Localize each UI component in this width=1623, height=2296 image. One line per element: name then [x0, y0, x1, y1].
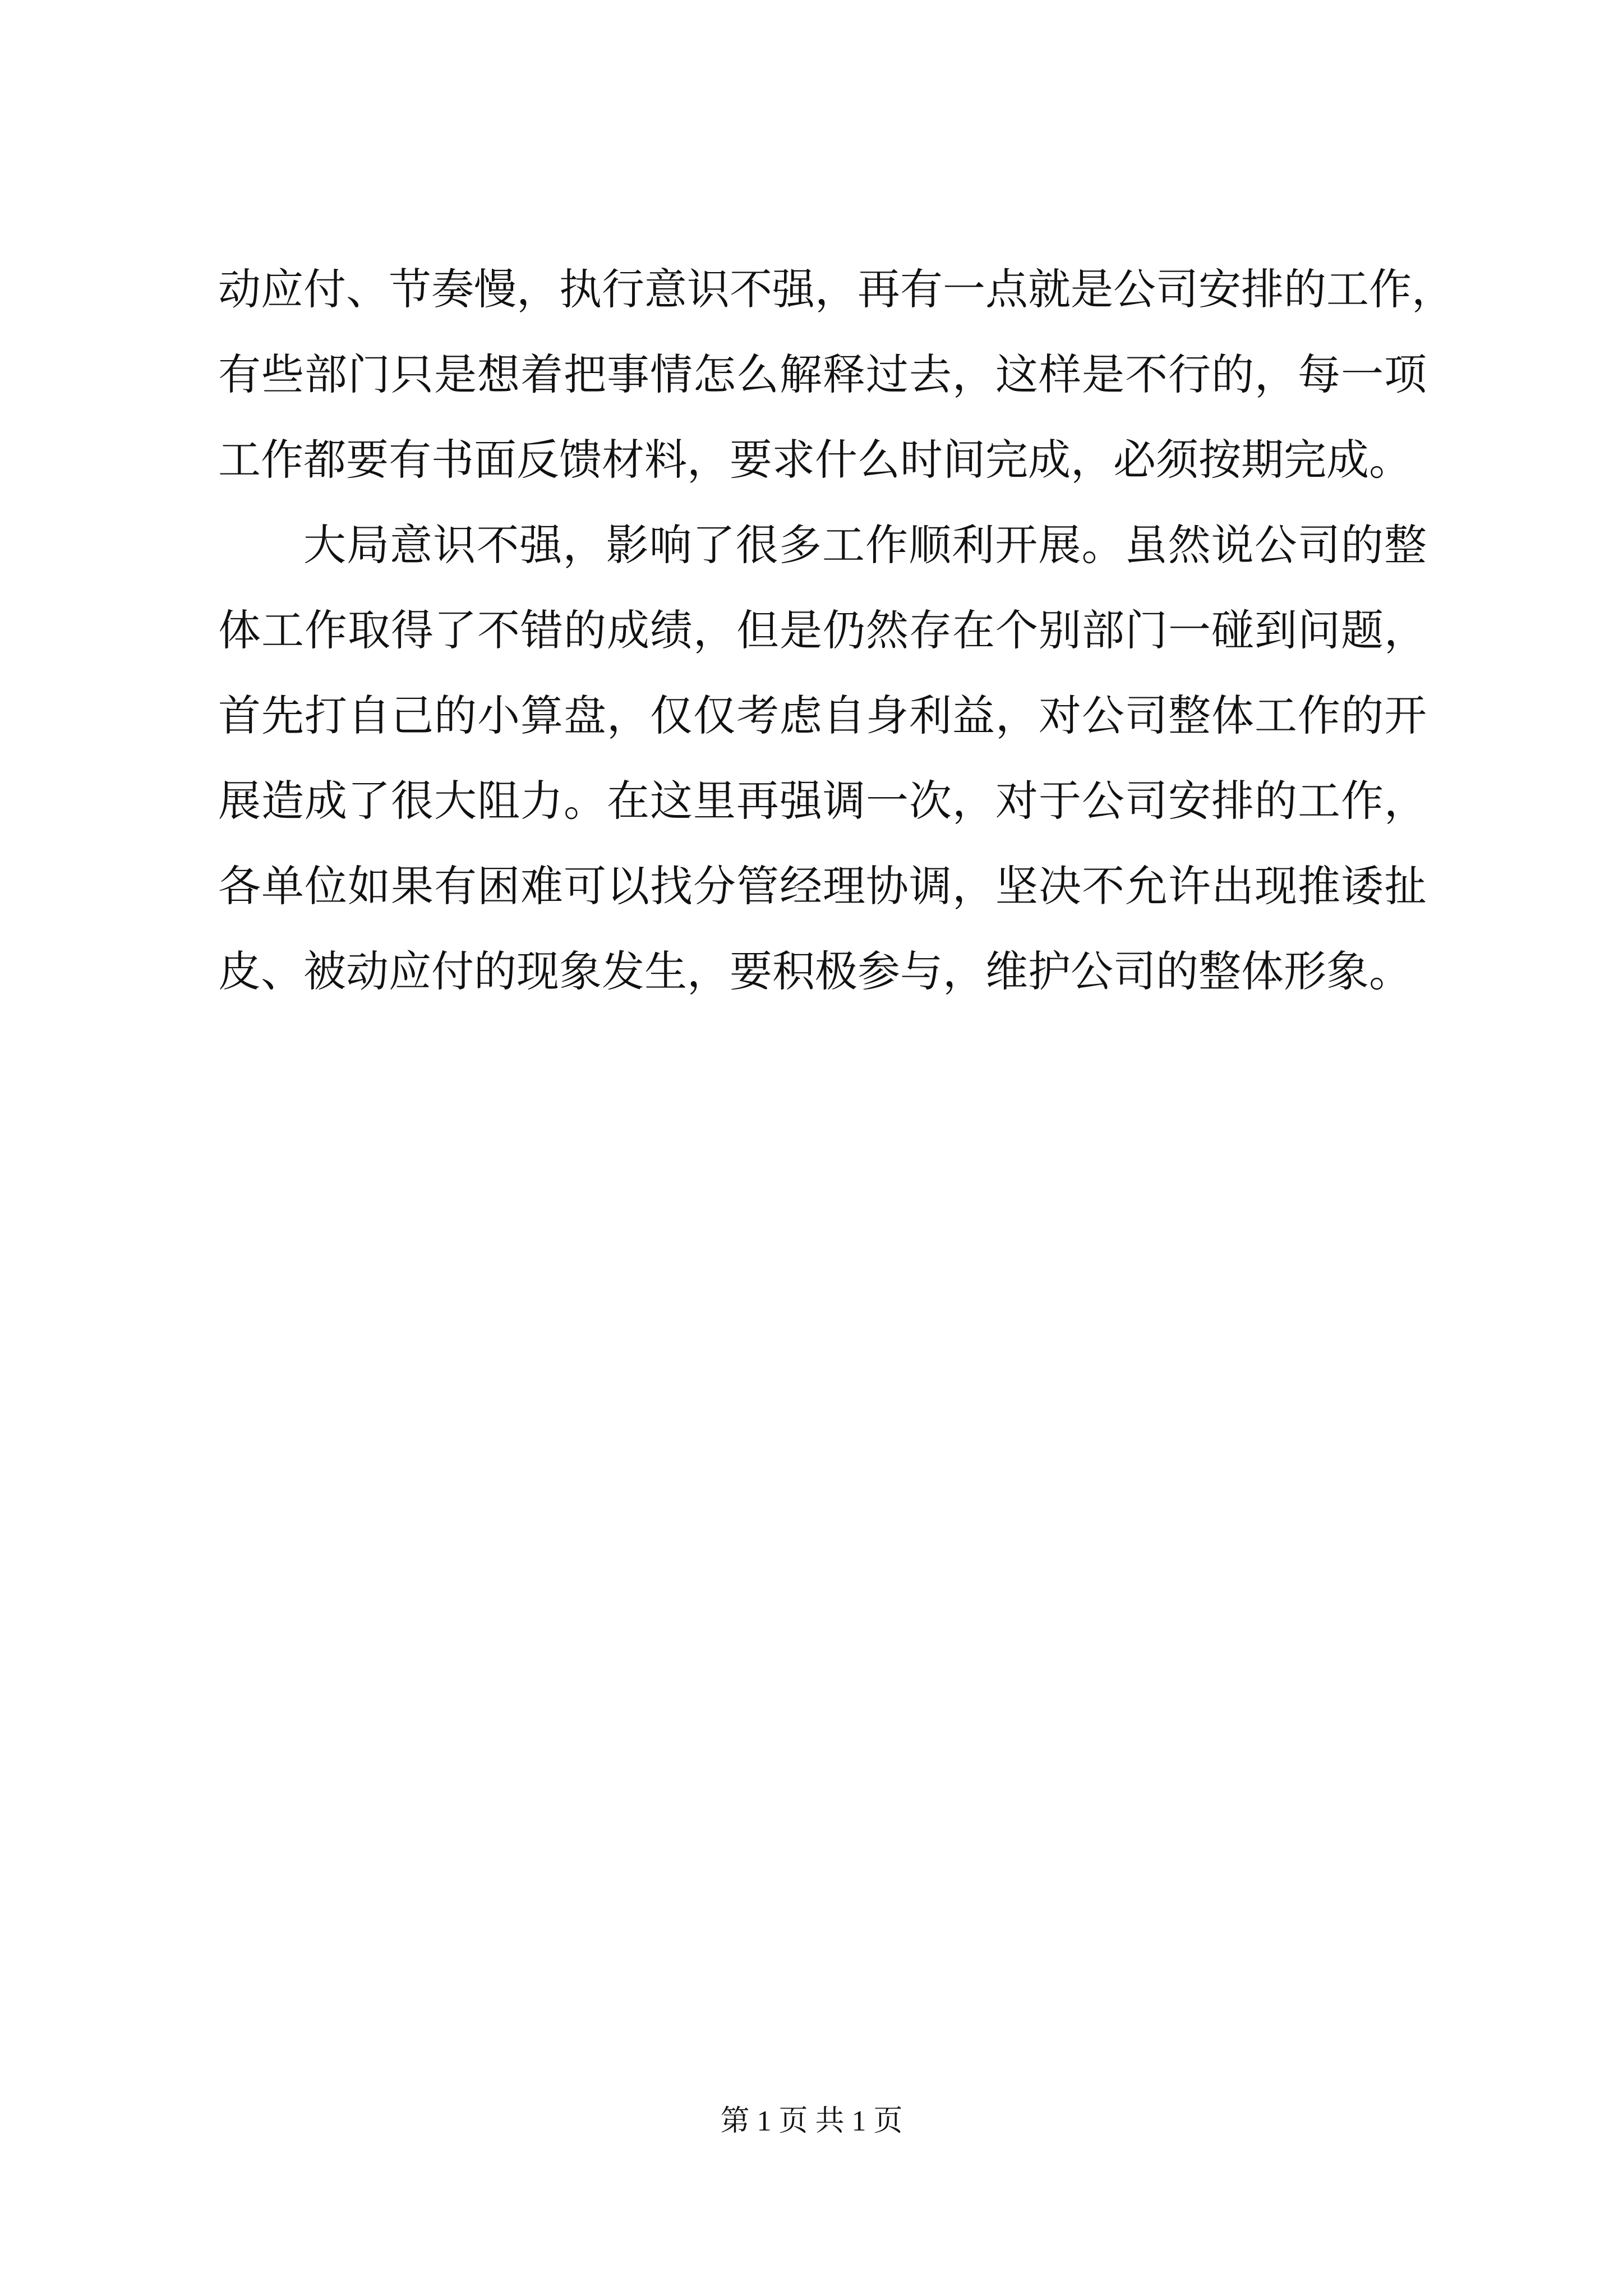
text-line: 展造成了很大阻力。在这里再强调一次，对于公司安排的工作， [218, 776, 1427, 826]
text-line: 大局意识不强，影响了很多工作顺利开展。虽然说公司的整 [303, 520, 1427, 570]
text-line: 动应付、节奏慢，执行意识不强，再有一点就是公司安排的工作， [218, 264, 1454, 314]
text-line: 体工作取得了不错的成绩，但是仍然存在个别部门一碰到问题， [218, 605, 1427, 655]
page-number-footer: 第 1 页 共 1 页 [720, 2105, 903, 2137]
text-line: 首先打自己的小算盘，仅仅考虑自身利益，对公司整体工作的开 [218, 691, 1427, 740]
paragraph-1 [218, 247, 1454, 503]
text-line: 工作都要有书面反馈材料，要求什么时间完成，必须按期完成。 [218, 435, 1412, 485]
text-line: 有些部门只是想着把事情怎么解释过去，这样是不行的，每一项 [218, 349, 1427, 399]
paragraph-2 [218, 503, 1427, 1014]
text-line: 各单位如果有困难可以找分管经理协调，坚决不允许出现推诿扯 [218, 861, 1427, 911]
text-line: 皮、被动应付的现象发生，要积极参与，维护公司的整体形象。 [218, 946, 1412, 996]
document-body [218, 247, 1454, 1014]
